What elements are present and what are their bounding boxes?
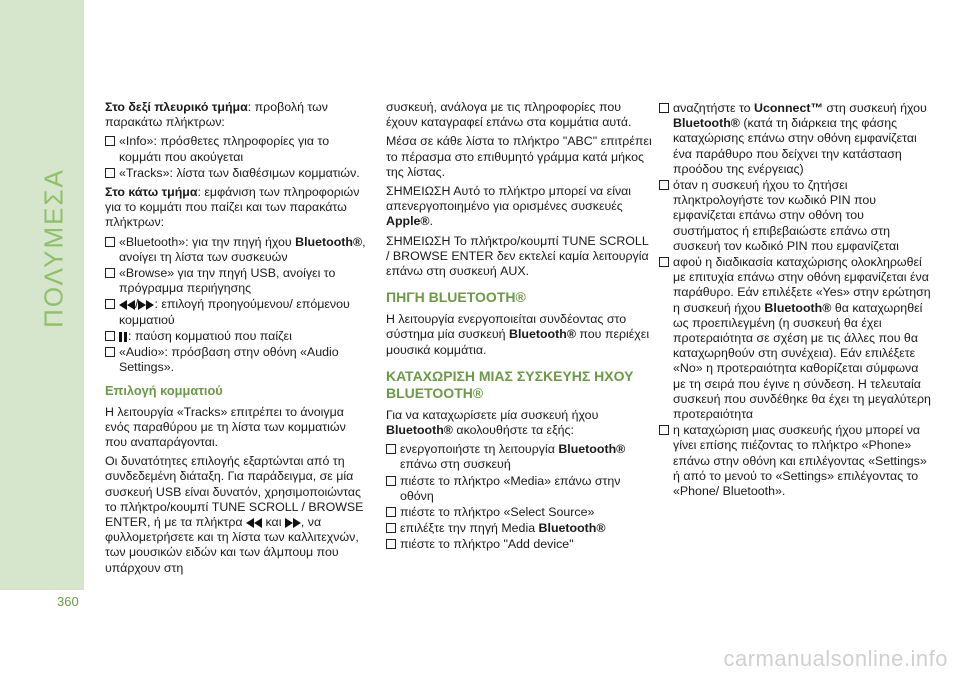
checkbox-bullet-icon (386, 539, 396, 549)
text: στη συσκευή ήχου (826, 101, 927, 115)
text: «Bluetooth»: για την πηγή ήχου (119, 234, 292, 249)
text: : παύση κομματιού που παίζει (128, 328, 292, 343)
list-item-text: η καταχώριση μιας συσκευής ήχου μπορεί να γίνει επίσης πιέζοντας το πλήκτρο «Phone» επάνω στην οθόνη και επιλέγοντας «Settings» ή από το μενού το «Settings» επιλέγοντας το «Phone/ Bluetooth». (673, 423, 927, 499)
bold-text: Apple® (386, 214, 430, 229)
column-3 (659, 100, 931, 500)
list-item (105, 329, 371, 344)
list-item-text (400, 521, 606, 536)
checkbox-bullet-icon (105, 331, 115, 341)
paragraph (386, 312, 652, 358)
text: ακολουθήστε τα εξής: (456, 423, 574, 438)
sidebar-tab (0, 0, 84, 590)
rewind-icon (119, 300, 127, 310)
rewind-icon (254, 518, 262, 528)
checkbox-bullet-icon (105, 168, 115, 178)
list-item-text: πιέστε το πλήκτρο «Select Source» (400, 505, 595, 520)
list-item (105, 235, 371, 265)
list-item-text: πιέστε το πλήκτρο "Add device" (400, 537, 574, 552)
list-item-text: «Tracks»: λίστα των διαθέσιμων κομματιών. (119, 165, 360, 180)
fast-forward-icon (293, 518, 301, 528)
list-item-text (119, 329, 292, 344)
page-number: 360 (57, 594, 79, 609)
list-item-text: «Browse» για την πηγή USB, ανοίγει το πρόγραμμα περιήγησης (119, 266, 336, 296)
bold-text: Στο κάτω τμήμα (105, 185, 198, 200)
checkbox-bullet-icon (105, 299, 115, 309)
list-item (659, 178, 931, 254)
list-item (659, 423, 931, 499)
rewind-icon (127, 300, 135, 310)
list-item (386, 474, 652, 504)
section-title: ΠΟΛΥΜΕΣΑ (38, 168, 69, 328)
checkbox-bullet-icon (386, 476, 396, 486)
bold-text: Bluetooth® (764, 300, 832, 315)
list-item-text: «Info»: πρόσθετες πληροφορίες για το κομμάτι που ακούγεται (119, 134, 330, 164)
column-2 (386, 100, 652, 554)
list-item (105, 297, 371, 327)
bold-text: Uconnect™ (754, 101, 823, 115)
list-item (386, 537, 652, 552)
checkbox-bullet-icon (659, 180, 669, 190)
list-item-text: «Audio»: πρόσβαση στην οθόνη «Audio Settings». (119, 345, 339, 375)
list-item-text: όταν η συσκευή ήχου το ζητήσει πληκτρολογήστε τον κωδικό PIN που εμφανίζεται επάνω στην οθόνη του συστήματος ή επιβεβαιώστε επάνω στη συσκευή τον κωδικό PIN που εμφανίζεται (673, 178, 899, 253)
list-item-text: πιέστε το πλήκτρο «Media» επάνω στην οθόνη (400, 473, 621, 503)
bold-text: Bluetooth® (558, 442, 626, 457)
text: θα καταχωρηθεί ως προεπιλεγμένη (η συσκευή θα έχει προτεραιότητα σε σχέση με τις άλλες που θα καταχωρηθούν στη συνέχεια). Εάν επιλέξετε «No» η προτεραιότητα καθορίζεται σύμφωνα με τη σειρά που έγινε η σύνδεση. Η τελευταία συσκευή που συνδέθηκε θα έχει τη μεγαλύτερη προτεραιότητα (673, 300, 931, 422)
text: , να φυλλομετρήσετε και τη λίστα των καλλιτεχνών, των μουσικών ειδών και των άλμπουμ που υπάρχουν στη (105, 515, 359, 575)
note-paragraph (386, 184, 652, 230)
checkbox-bullet-icon (659, 103, 669, 113)
text: (κατά τη διάρκεια της φάσης καταχώρισης επάνω στην οθόνη εμφανίζεται ένα παράθυρο που δείχνει την κατάσταση προόδου της ενέργειας) (673, 116, 917, 176)
rewind-icon (246, 518, 254, 528)
text: επιλέξτε την πηγή Media (400, 521, 536, 536)
text: και (265, 515, 282, 530)
text: Οι δυνατότητες επιλογής εξαρτώνται από τη συνδεδεμένη διάταξη. Για παράδειγμα, σε μία συσκευή USB είναι δυνατόν, χρησιμοποιώντας το πλήκτρο/κουμπί TUNE SCROLL / BROWSE ENTER, ή με τα πλήκτρα (105, 454, 364, 530)
bold-text: Bluetooth® (295, 234, 363, 249)
checkbox-bullet-icon (386, 507, 396, 517)
pause-icon (119, 332, 122, 342)
bold-text: Bluetooth® (509, 327, 576, 342)
text: αφού η διαδικασία καταχώρισης ολοκληρωθεί με επιτυχία επάνω στην οθόνη εμφανίζεται ένα παράθυρο. Εάν επιλέξετε «Yes» στην ερώτηση η συσκευή ήχου (673, 255, 931, 315)
paragraph (105, 454, 371, 576)
list-item-text (119, 235, 371, 265)
text: : εμφάνιση των πληροφοριών για το κομμάτι που παίζει και των παρακάτω πλήκτρων: (105, 185, 360, 230)
paragraph: Η λειτουργία «Tracks» επιτρέπει το άνοιγμα ενός παραθύρου με τη λίστα των κομματιών που αναπαράγονται. (105, 404, 346, 450)
list-item (105, 345, 371, 375)
watermark: carmanualsonline.info (723, 646, 948, 671)
list-item-text: / : επιλογή προηγούμενου/ επόμενου κομματιού (119, 297, 350, 327)
section-heading: Επιλογή κομματιού (105, 383, 223, 399)
list-item-text (400, 442, 652, 472)
bold-text: Bluetooth® (538, 521, 606, 536)
checkbox-bullet-icon (386, 444, 396, 454)
text: : προβολή των παρακάτω πλήκτρων: (105, 100, 329, 130)
list-item (105, 166, 371, 181)
text: επάνω στη συσκευή (400, 457, 511, 472)
text: ΣΗΜΕΙΩΣΗ Αυτό το πλήκτρο μπορεί να είναι απενεργοποιημένο για ορισμένες συσκευές (386, 184, 632, 214)
paragraph: Μέσα σε κάθε λίστα το πλήκτρο "ABC" επιτρέπει το πέρασμα στο επιθυμητό γράμμα κατά μήκος της λίστας. (386, 134, 652, 179)
paragraph: συσκευή, ανάλογα με τις πληροφορίες που έχουν καταγραφεί επάνω στα κομμάτια αυτά. (386, 100, 632, 130)
bold-text: Bluetooth® (673, 116, 740, 131)
list-item (386, 442, 652, 472)
text: που περιέχει μουσικά κομμάτια. (386, 327, 650, 357)
section-heading: ΠΗΓΗ BLUETOOTH® (386, 289, 526, 306)
bold-text: Bluetooth® (386, 423, 453, 438)
text: ενεργοποιήστε τη λειτουργία (400, 442, 555, 457)
checkbox-bullet-icon (105, 136, 115, 146)
list-item (386, 505, 652, 520)
checkbox-bullet-icon (386, 523, 396, 533)
note-paragraph: ΣΗΜΕΙΩΣΗ Το πλήκτρο/κουμπί TUNE SCROLL / BROWSE ENTER δεν εκτελεί καμία λειτουργία επάνω στη συσκευή AUX. (386, 233, 649, 279)
section-heading: ΚΑΤΑΧΩΡΙΣΗ ΜΙΑΣ ΣΥΣΚΕΥΗΣ ΗΧΟΥ BLUETOOTH® (386, 367, 634, 401)
checkbox-bullet-icon (105, 237, 115, 247)
list-item-text (673, 101, 931, 177)
fast-forward-icon (138, 300, 146, 310)
list-item-text (673, 255, 931, 422)
column-1 (105, 100, 371, 580)
text: Η λειτουργία ενεργοποιείται συνδέοντας στο σύστημα μία συσκευή (386, 312, 627, 342)
checkbox-bullet-icon (659, 257, 669, 267)
list-item (105, 134, 371, 164)
list-item (386, 521, 652, 536)
text: αναζητήστε το (673, 101, 751, 115)
text: . (429, 214, 434, 229)
list-item (659, 255, 931, 422)
fast-forward-icon (285, 518, 293, 528)
list-item (105, 266, 371, 296)
paragraph-right-section (105, 100, 371, 130)
text: , ανοίγει τη λίστα των συσκευών (119, 234, 366, 264)
paragraph-bottom-section (105, 185, 371, 231)
bold-text: Στο δεξί πλευρικό τμήμα (105, 100, 248, 114)
text: : επιλογή προηγούμενου/ επόμενου κομματιού (119, 297, 350, 327)
checkbox-bullet-icon (659, 425, 669, 435)
paragraph (386, 408, 652, 438)
text: Για να καταχωρίσετε μία συσκευή ήχου (386, 407, 599, 422)
list-item (659, 101, 931, 177)
checkbox-bullet-icon (105, 268, 115, 278)
checkbox-bullet-icon (105, 347, 115, 357)
